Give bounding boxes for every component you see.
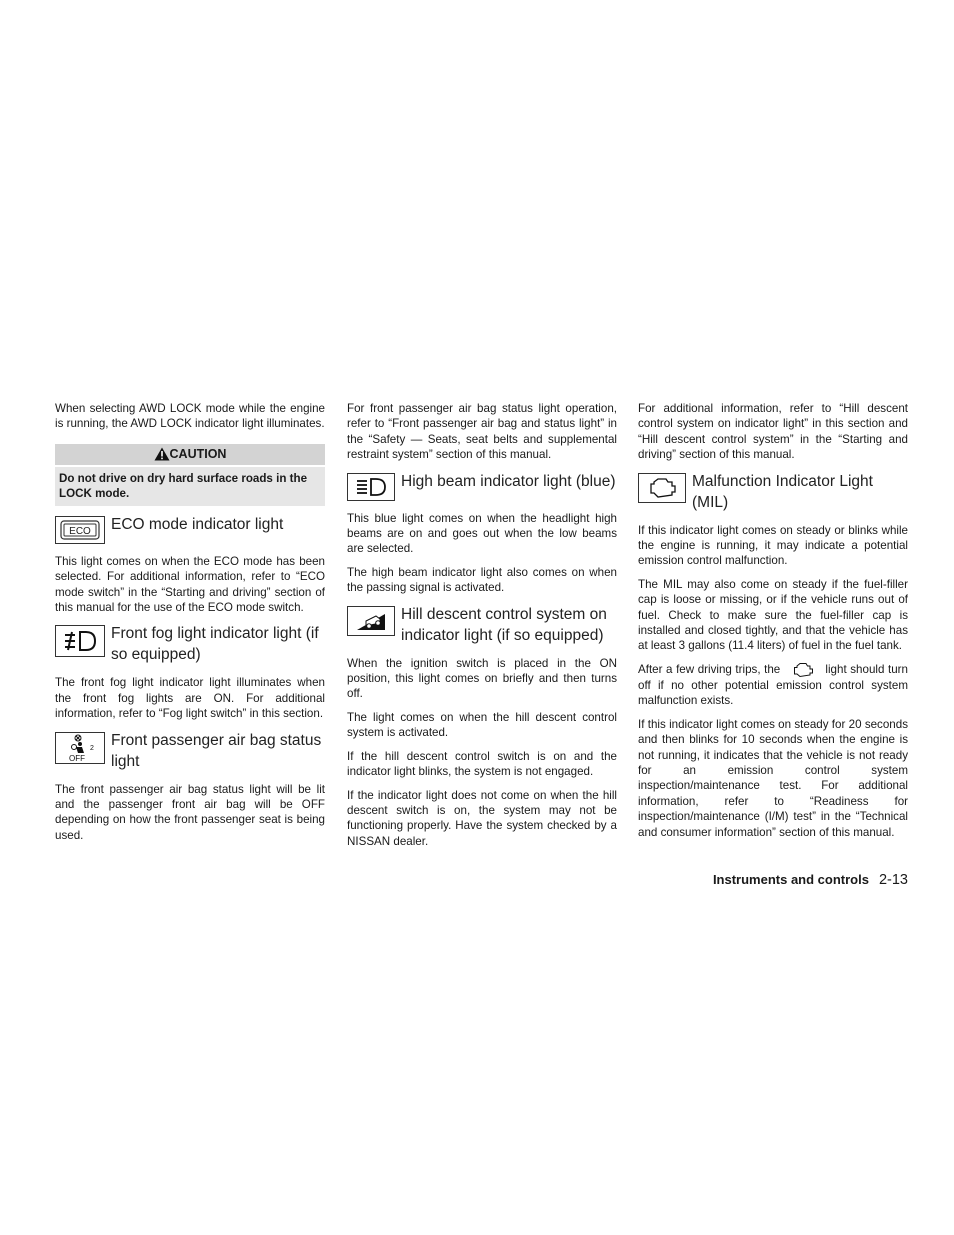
fog-paragraph: The front fog light indicator light illuminates when the front fog lights are ON. For additional information, refer to “Fog light switch” in this section. xyxy=(55,676,325,721)
fog-title: Front fog light indicator light (if so equipped) xyxy=(111,625,319,664)
passenger-airbag-off-icon xyxy=(55,732,105,764)
hill-heading xyxy=(347,604,617,646)
eco-title: ECO mode indicator light xyxy=(111,515,284,533)
footer-section-title: Instruments and controls xyxy=(712,872,869,887)
hill-descent-icon xyxy=(347,606,395,636)
eco-heading xyxy=(55,514,325,544)
mil-heading xyxy=(638,471,908,513)
hill-paragraph-4: If the indicator light does not come on when the hill descent switch is on, the system may not be functioning properly. Have the system checked by a NISSAN dealer. xyxy=(347,788,617,848)
hill-paragraph-3: If the hill descent control switch is on and the indicator light blinks, the system is not engaged. xyxy=(347,749,617,779)
caution-header xyxy=(55,444,325,465)
mil-title: Malfunction Indicator Light (MIL) xyxy=(692,472,873,511)
eco-icon-label: ECO xyxy=(69,525,91,537)
awd-lock-paragraph: When selecting AWD LOCK mode while the engine is running, the AWD LOCK indicator light illuminates. xyxy=(55,402,325,431)
hill-paragraph-2: The light comes on when the hill descent control system is activated. xyxy=(347,710,617,740)
column-3 xyxy=(638,401,908,848)
highbeam-paragraph-2: The high beam indicator light also comes on when the passing signal is activated. xyxy=(347,565,617,595)
page-number: 2-13 xyxy=(878,872,908,888)
engine-check-icon xyxy=(638,473,686,503)
mil-paragraph-1: If this indicator light comes on steady or blinks while the engine is running, it may indicate a potential emission control malfunction. xyxy=(638,523,908,568)
highbeam-heading xyxy=(347,471,617,501)
warning-triangle-icon xyxy=(154,447,170,461)
fog-heading xyxy=(55,623,325,665)
airbag-icon-label: OFF xyxy=(69,753,85,762)
caution-text: Do not drive on dry hard surface roads in the LOCK mode. xyxy=(55,467,325,506)
mil-paragraph-4: If this indicator light comes on steady for 20 seconds and then blinks for 10 seconds when the engine is not running, it indicates that the vehicle is not ready for an emission control system inspection/maintenance test. For additional information, refer to “Readiness for inspection/maintenance (I/M) test” in the “Technical and consumer information” section of this manual. xyxy=(638,717,908,839)
airbag-title: Front passenger air bag status light xyxy=(111,731,322,770)
airbag-heading xyxy=(55,730,325,772)
column-2 xyxy=(347,401,617,857)
caution-title: CAUTION xyxy=(169,447,227,462)
highbeam-paragraph-1: This blue light comes on when the headlight high beams are on and goes out when the low beams are selected. xyxy=(347,511,617,556)
front-fog-light-icon xyxy=(55,625,105,657)
hill-reference-paragraph: For additional information, refer to “Hill descent control system on indicator light” in this section and “Hill descent control system” in the “Starting and driving” section of this manual. xyxy=(638,402,908,462)
eco-paragraph: This light comes on when the ECO mode has been selected. For additional information, refer to “ECO mode switch” in the “Starting and driving” section of this manual for the use of the ECO mode switch. xyxy=(55,554,325,615)
eco-indicator-icon xyxy=(55,516,105,544)
mil-paragraph-3-start: After a few driving trips, the xyxy=(638,662,781,676)
airbag-operation-paragraph: For front passenger air bag status light operation, refer to “Front passenger air bag and status light” in the “Safety — Seats, seat belts and supplemental restraint system” section of this manual. xyxy=(347,402,617,462)
mil-paragraph-3 xyxy=(638,662,908,709)
airbag-paragraph: The front passenger air bag status light will be lit and the passenger front air bag will be OFF depending on how the front passenger seat is being used. xyxy=(55,782,325,842)
mil-paragraph-2: The MIL may also come on steady if the fuel-filler cap is loose or missing, or if the vehicle runs out of fuel. Check to make sure the fuel-filler cap is installed and closed tightly, and that the vehicle has at least 3 gallons (11.4 liters) of fuel in the fuel tank. xyxy=(638,577,908,653)
hill-paragraph-1: When the ignition switch is placed in the ON position, this light comes on briefly and then turns off. xyxy=(347,656,617,701)
mil-paragraph-3-end: light should turn off if no other potential emission control system malfunction exists. xyxy=(638,662,908,708)
engine-check-inline-icon xyxy=(792,662,814,678)
highbeam-title: High beam indicator light (blue) xyxy=(401,472,616,490)
hill-title: Hill descent control system on indicator light (if so equipped) xyxy=(401,605,607,644)
high-beam-icon xyxy=(347,473,395,501)
page-footer xyxy=(638,872,908,888)
column-1 xyxy=(55,401,325,851)
airbag-icon-number: 2 xyxy=(90,744,94,752)
